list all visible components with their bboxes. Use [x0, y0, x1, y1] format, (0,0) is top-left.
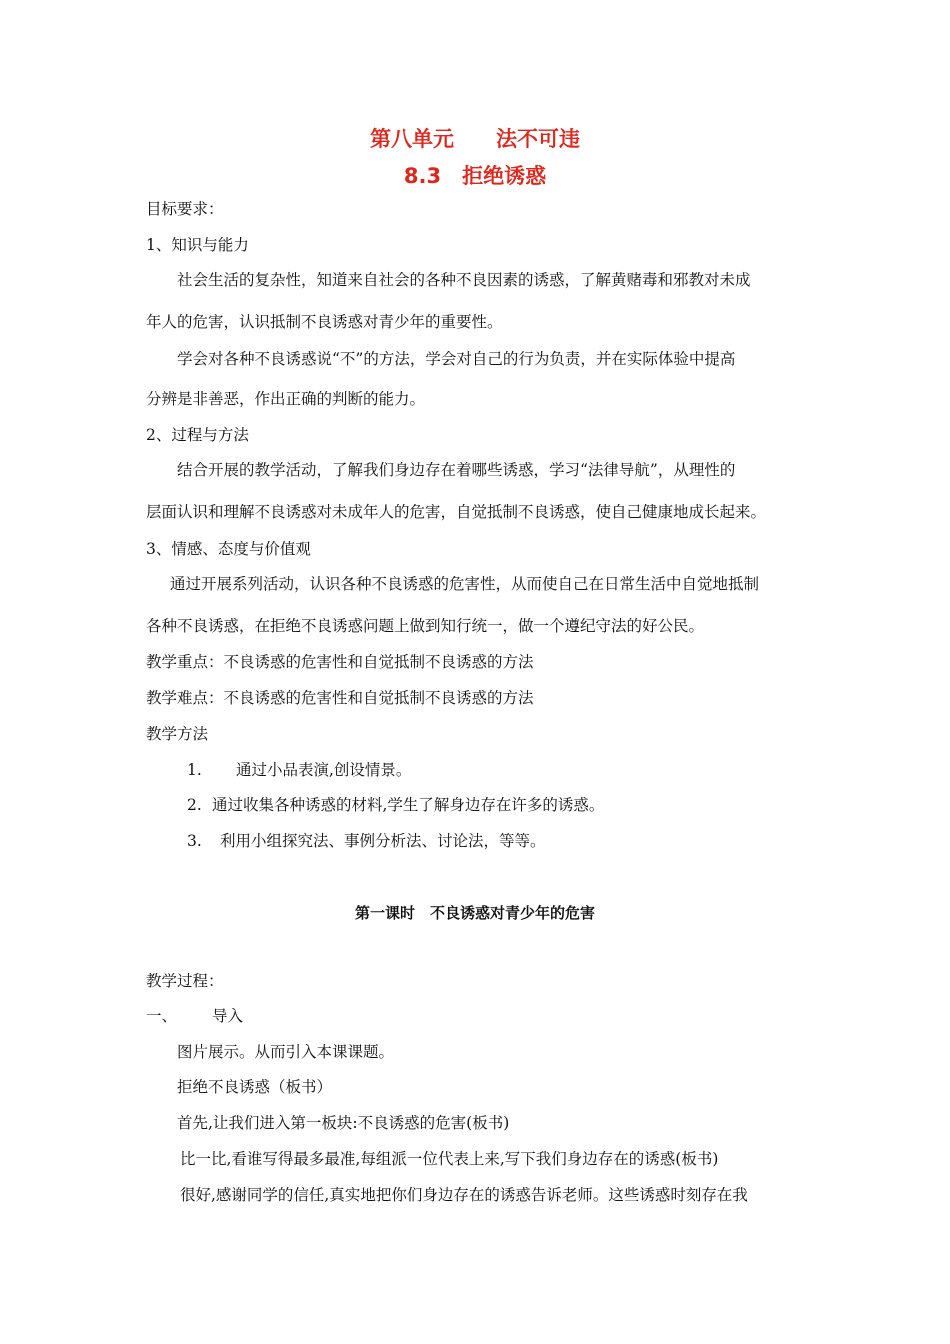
paragraph-line: 分辨是非善恶，作出正确的判断的能力。: [146, 390, 426, 408]
section-3-heading: 3、情感、态度与价值观: [146, 540, 311, 558]
paragraph-line: 通过开展系列活动，认识各种不良诱惑的危害性，从而使自己在日常生活中自觉地抵制: [170, 575, 760, 593]
difficult-point: 教学难点：不良诱惑的危害性和自觉抵制不良诱惑的方法: [146, 689, 534, 707]
method-number: 1.: [187, 761, 202, 779]
process-line: 拒绝不良诱惑（板书）: [177, 1078, 333, 1096]
process-heading: 教学过程：: [146, 972, 224, 990]
method-item: 通过收集各种诱惑的材料,学生了解身边存在许多的诱惑。: [212, 796, 605, 814]
section-2-heading: 2、过程与方法: [146, 426, 249, 444]
process-line: 很好,感谢同学的信任,真实地把你们身边存在的诱惑告诉老师。这些诱惑时刻存在我: [180, 1186, 748, 1204]
process-line: 图片展示。从而引入本课课题。: [177, 1043, 395, 1061]
process-line: 首先,让我们进入第一板块:不良诱惑的危害(板书): [177, 1114, 510, 1132]
paragraph-line: 各种不良诱惑，在拒绝不良诱惑问题上做到知行统一，做一个遵纪守法的好公民。: [146, 617, 705, 635]
step-label: 导入: [212, 1007, 244, 1025]
section-1-heading: 1、知识与能力: [146, 236, 249, 254]
unit-title: 第八单元 法不可违: [370, 127, 580, 151]
paragraph-line: 社会生活的复杂性，知道来自社会的各种不良因素的诱惑，了解黄赌毒和邪教对未成: [177, 271, 751, 289]
paragraph-line: 结合开展的教学活动，了解我们身边存在着哪些诱惑，学习“法律导航”，从理性的: [177, 461, 736, 479]
objectives-heading: 目标要求：: [146, 200, 224, 218]
process-line: 比一比,看谁写得最多最准,每组派一位代表上来,写下我们身边存在的诱惑(板书): [180, 1150, 719, 1168]
methods-heading: 教学方法: [146, 725, 209, 743]
method-item: 通过小品表演,创设情景。: [236, 761, 412, 779]
paragraph-line: 层面认识和理解不良诱惑对未成年人的危害，自觉抵制不良诱惑，使自己健康地成长起来。: [146, 503, 767, 521]
paragraph-line: 学会对各种不良诱惑说“不”的方法，学会对自己的行为负责，并在实际体验中提高: [177, 350, 736, 368]
method-number: 3.: [187, 832, 202, 850]
key-point: 教学重点：不良诱惑的危害性和自觉抵制不良诱惑的方法: [146, 653, 534, 671]
lesson-1-title: 第一课时 不良诱惑对青少年的危害: [354, 904, 595, 922]
paragraph-line: 年人的危害，认识抵制不良诱惑对青少年的重要性。: [146, 313, 503, 331]
method-number: 2.: [187, 796, 202, 814]
step-number: 一、: [146, 1007, 178, 1025]
lesson-title: 8.3 拒绝诱惑: [403, 164, 547, 188]
method-item: 利用小组探究法、事例分析法、讨论法，等等。: [220, 832, 546, 850]
